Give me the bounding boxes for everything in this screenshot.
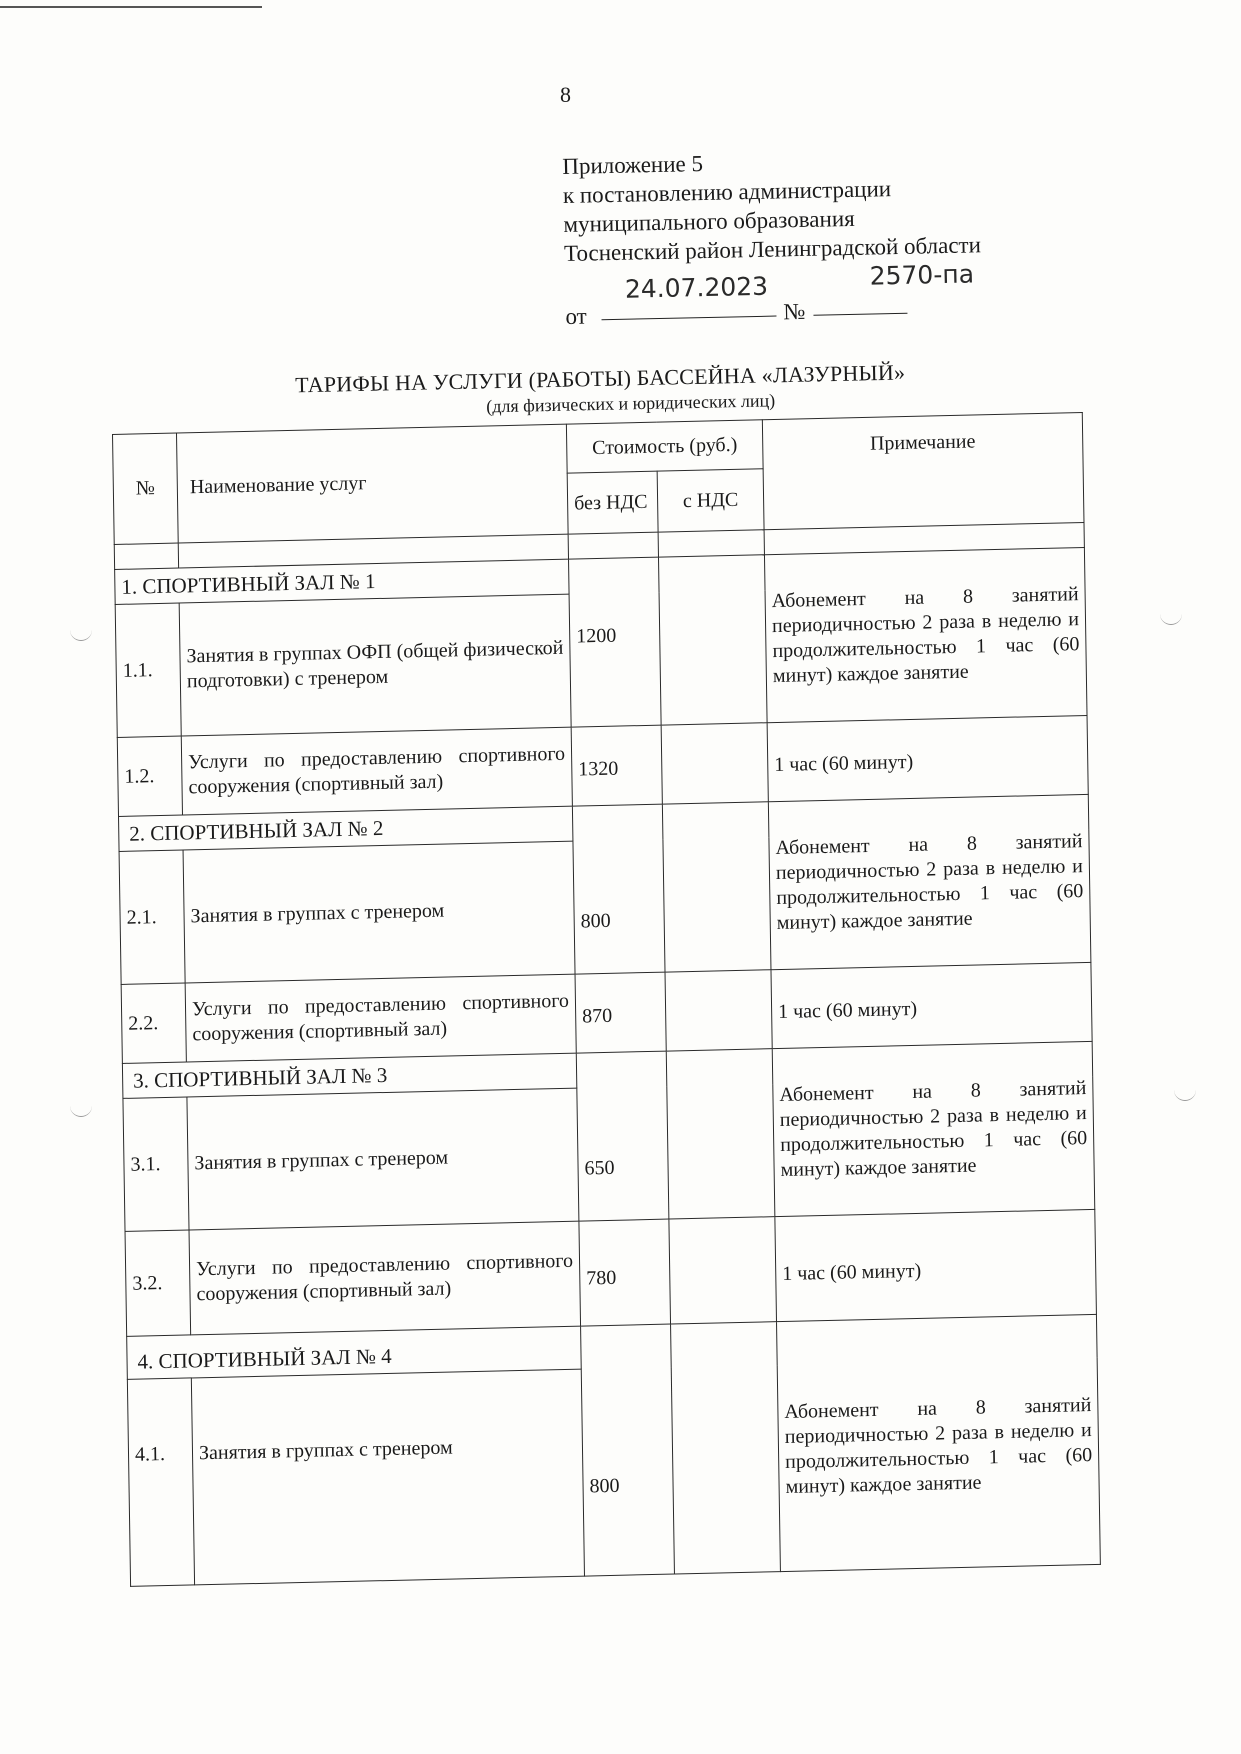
number-underline bbox=[813, 313, 907, 316]
note-cell: Абонемент на 8 занятий периодичностью 2 раза в неделю и продолжительностью 1 час (60 минут) каждое занятие bbox=[772, 1041, 1095, 1216]
price-with-vat bbox=[669, 1217, 777, 1324]
note-cell: Абонемент на 8 занятий периодичностью 2 раза в неделю и продолжительностью 1 час (60 минут) каждое занятие bbox=[764, 547, 1087, 722]
row-number: 4.1. bbox=[127, 1378, 194, 1586]
section-title: 4. СПОРТИВНЫЙ ЗАЛ № 4 bbox=[127, 1326, 582, 1379]
price-without-vat: 1200 bbox=[569, 592, 661, 727]
note-cell: Абонемент на 8 занятий периодичностью 2 раза в неделю и продолжительностью 1 час (60 минут) каждое занятие bbox=[777, 1314, 1101, 1571]
document-subtitle: (для физических и юридических лиц) bbox=[486, 390, 776, 417]
title-block bbox=[120, 356, 1081, 422]
punch-hole-mark bbox=[70, 628, 92, 641]
section-title: 1. СПОРТИВНЫЙ ЗАЛ № 1 bbox=[115, 559, 569, 604]
service-name: Занятия в группах с тренером bbox=[191, 1369, 584, 1585]
row-number: 1.2. bbox=[117, 736, 182, 816]
header-num: № bbox=[113, 433, 179, 544]
price-with-vat bbox=[663, 837, 771, 972]
price-without-vat: 650 bbox=[577, 1086, 669, 1221]
row-number: 3.1. bbox=[123, 1097, 189, 1231]
header-name: Наименование услуг bbox=[176, 424, 568, 543]
row-number: 3.2. bbox=[125, 1230, 191, 1336]
price-with-vat bbox=[661, 723, 768, 804]
price-without-vat: 780 bbox=[579, 1219, 671, 1326]
appendix-block bbox=[562, 142, 1065, 329]
service-name: Занятия в группах ОФП (общей физической подготовки) с тренером bbox=[179, 594, 571, 736]
date-underline bbox=[602, 316, 777, 321]
note-cell: 1 час (60 минут) bbox=[767, 715, 1088, 801]
header-note: Примечание bbox=[762, 412, 1084, 529]
note-cell: 1 час (60 минут) bbox=[771, 962, 1092, 1048]
price-with-vat bbox=[665, 970, 772, 1051]
page-number: 8 bbox=[560, 82, 571, 107]
row-number: 2.2. bbox=[121, 983, 186, 1063]
section-title: 3. СПОРТИВНЫЙ ЗАЛ № 3 bbox=[122, 1053, 576, 1098]
order-date: 24.07.2023 bbox=[624, 271, 769, 304]
price-without-vat: 1320 bbox=[571, 725, 662, 806]
appendix-line: к постановлению администрации bbox=[562, 176, 892, 208]
scan-edge-line bbox=[0, 6, 262, 8]
price-with-vat bbox=[659, 590, 767, 725]
service-name: Услуги по предоставлению спортивного сооружения (спортивный зал) bbox=[189, 1221, 581, 1335]
price-with-vat bbox=[671, 1365, 780, 1574]
order-reference bbox=[565, 259, 1066, 329]
note-cell: 1 час (60 минут) bbox=[775, 1209, 1097, 1321]
document-title: ТАРИФЫ НА УСЛУГИ (РАБОТЫ) БАССЕЙНА «ЛАЗУРНЫЙ» bbox=[294, 359, 906, 398]
order-number: 2570-па bbox=[869, 259, 975, 291]
header-with-vat: с НДС bbox=[657, 469, 764, 532]
punch-hole-mark bbox=[70, 1104, 92, 1117]
appendix-line: Тосненский район Ленинградской области bbox=[563, 232, 982, 266]
header-cost: Стоимость (руб.) bbox=[566, 420, 763, 473]
price-without-vat: 870 bbox=[575, 972, 666, 1053]
price-with-vat bbox=[667, 1084, 775, 1219]
service-name: Услуги по предоставлению спортивного сооружения (спортивный зал) bbox=[185, 974, 576, 1062]
appendix-line: муниципального образования bbox=[563, 205, 855, 237]
service-name: Услуги по предоставлению спортивного сооружения (спортивный зал) bbox=[181, 727, 572, 815]
punch-hole-mark bbox=[1160, 612, 1182, 625]
header-without-vat: без НДС bbox=[567, 471, 658, 534]
note-cell: Абонемент на 8 занятий периодичностью 2 раза в неделю и продолжительностью 1 час (60 минут) каждое занятие bbox=[768, 794, 1091, 969]
row-number: 2.1. bbox=[119, 850, 185, 984]
price-without-vat: 800 bbox=[573, 839, 665, 974]
punch-hole-mark bbox=[1174, 1088, 1196, 1101]
from-label: от bbox=[565, 303, 587, 329]
number-label: № bbox=[783, 298, 806, 325]
tariff-table-wrapper bbox=[112, 412, 1100, 1587]
appendix-line: Приложение 5 bbox=[562, 151, 704, 179]
tariff-table bbox=[112, 412, 1101, 1587]
row-number: 1.1. bbox=[115, 603, 181, 737]
service-name: Занятия в группах с тренером bbox=[187, 1088, 579, 1230]
service-name: Занятия в группах с тренером bbox=[183, 841, 575, 983]
section-title: 2. СПОРТИВНЫЙ ЗАЛ № 2 bbox=[119, 806, 573, 851]
price-without-vat: 800 bbox=[581, 1367, 674, 1576]
